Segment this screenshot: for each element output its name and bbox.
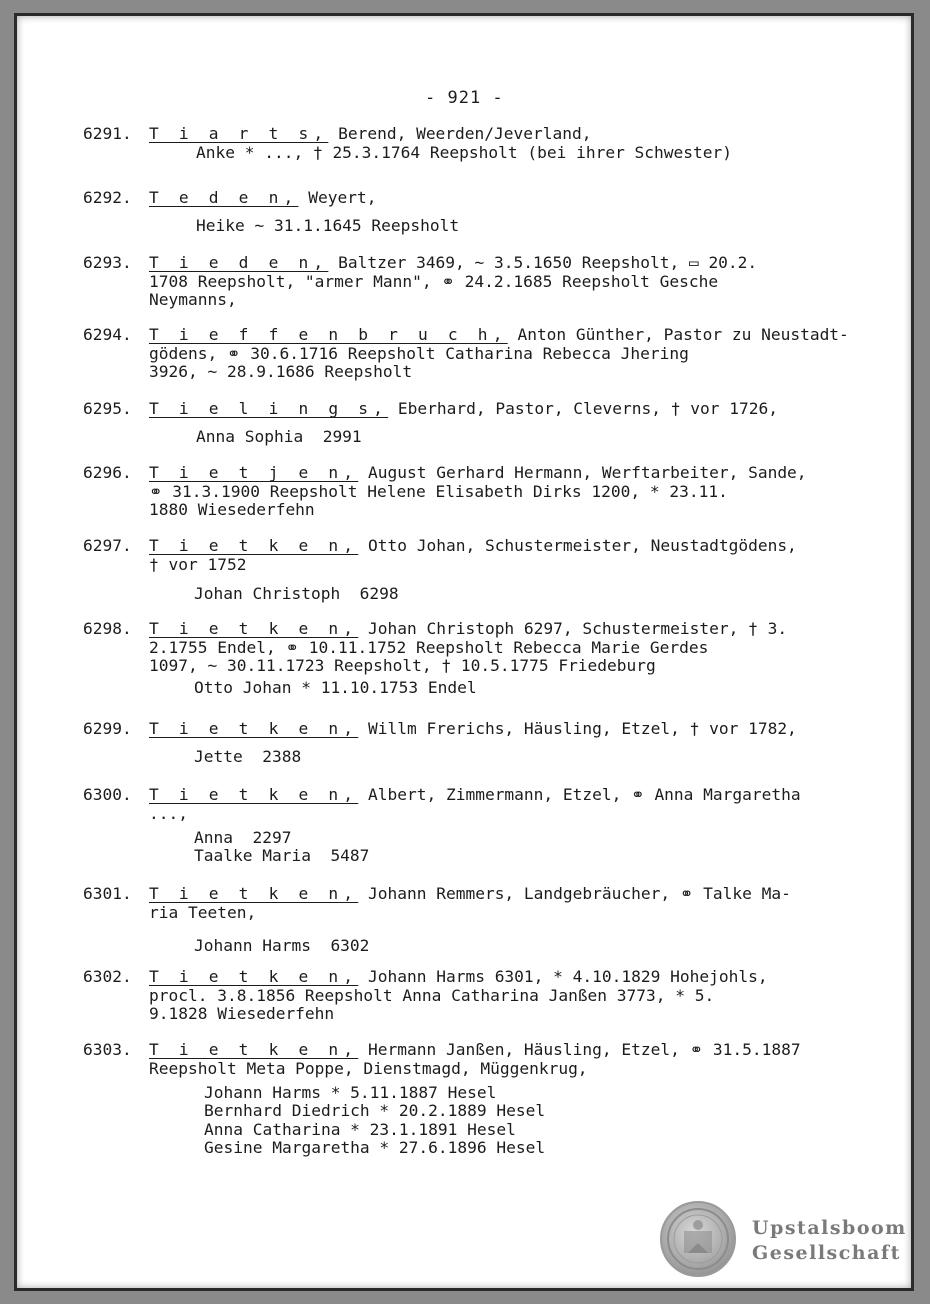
entry-line-text: Eberhard, Pastor, Cleverns, † vor 1726, xyxy=(388,399,778,418)
entry-line-text: 2.1755 Endel, ⚭ 10.11.1752 Reepsholt Rebecca Marie Gerdes xyxy=(149,637,709,657)
child-entry: Johan Christoph 6298 xyxy=(194,584,399,604)
entry-line xyxy=(149,254,829,273)
entry-line xyxy=(149,325,849,345)
child-entry: Anna Catharina * 23.1.1891 Hesel xyxy=(204,1119,516,1139)
entry-line-text: gödens, ⚭ 30.6.1716 Reepsholt Catharina Rebecca Jhering xyxy=(149,343,689,363)
surname: T i e d e n, xyxy=(149,253,329,272)
entry-line xyxy=(149,885,829,904)
child-entry: Johann Harms 6302 xyxy=(194,935,370,955)
brand-line-2: Gesellschaft xyxy=(752,1242,901,1264)
surname: T i e f f e n b r u c h, xyxy=(149,325,508,344)
surname: T i e t k e n, xyxy=(149,719,359,738)
entry-line xyxy=(149,464,829,483)
entry-line xyxy=(149,345,829,364)
entry-line xyxy=(149,786,829,805)
entry-line-text: 3926, ~ 28.9.1686 Reepsholt xyxy=(149,362,413,381)
entry-line-text: procl. 3.8.1856 Reepsholt Anna Catharina Janßen 3773, * 5. xyxy=(149,985,715,1005)
entry-line-text: 1097, ~ 30.11.1723 Reepsholt, † 10.5.1775 Friedeburg xyxy=(149,656,656,675)
entry-number: 6293. xyxy=(83,253,132,272)
entry-number: 6301. xyxy=(83,884,132,903)
entry-line xyxy=(149,483,829,502)
entry-line xyxy=(149,537,829,556)
entry-line xyxy=(149,639,829,658)
entry-line-text: 1880 Wiesederfehn xyxy=(149,500,315,519)
entry-line-text: Otto Johan, Schustermeister, Neustadtgödens, xyxy=(358,536,797,555)
entry-line-text: ria Teeten, xyxy=(149,902,257,922)
entry-line-text: Baltzer 3469, ~ 3.5.1650 Reepsholt, ▭ 20.2. xyxy=(328,253,758,272)
entry-text xyxy=(149,125,829,144)
entry-line-text: 1708 Reepsholt, "armer Mann", ⚭ 24.2.1685 Reepsholt Gesche xyxy=(149,271,719,291)
entry-number: 6292. xyxy=(83,188,132,207)
entry-line-text: Berend, Weerden/Jeverland, xyxy=(328,124,592,143)
entry-text xyxy=(149,1041,829,1078)
entry-line-text: Anton Günther, Pastor zu Neustadt- xyxy=(507,325,849,344)
entry-line xyxy=(149,400,829,419)
entry-text xyxy=(149,537,829,574)
child-entry: Heike ~ 31.1.1645 Reepsholt xyxy=(196,215,460,235)
entry-text xyxy=(149,620,829,676)
entry-line xyxy=(149,904,829,923)
entry-line xyxy=(149,968,829,987)
entry-line-text: Weyert, xyxy=(298,188,377,207)
entry-number: 6294. xyxy=(83,325,132,344)
page-number: - 921 - xyxy=(425,88,504,108)
child-entry: Gesine Margaretha * 27.6.1896 Hesel xyxy=(204,1138,546,1158)
entry-line-text: ⚭ 31.3.1900 Reepsholt Helene Elisabeth Dirks 1200, * 23.11. xyxy=(149,481,728,501)
entry-line xyxy=(149,501,829,520)
entry-number: 6303. xyxy=(83,1040,132,1059)
entry-line xyxy=(149,657,829,676)
entry-line xyxy=(149,1060,829,1079)
entry-number: 6296. xyxy=(83,463,132,482)
entry-line-text: Johann Harms 6301, * 4.10.1829 Hohejohls, xyxy=(358,967,768,986)
entry-line xyxy=(149,1005,829,1024)
entry-number: 6295. xyxy=(83,399,132,418)
entry-text xyxy=(149,720,829,739)
entry-line xyxy=(149,556,829,575)
entry-line-text: Neymanns, xyxy=(149,290,237,309)
entry-line-text: Willm Frerichs, Häusling, Etzel, † vor 1782, xyxy=(358,719,797,738)
child-entry: Taalke Maria 5487 xyxy=(194,846,370,866)
entry-line xyxy=(149,720,829,739)
surname: T i e t k e n, xyxy=(149,619,359,638)
surname: T i e t k e n, xyxy=(149,1040,359,1059)
entry-text xyxy=(149,885,829,922)
entry-line-text: Johan Christoph 6297, Schustermeister, † 3. xyxy=(358,619,788,638)
child-entry: Jette 2388 xyxy=(194,746,302,766)
surname: T i e t k e n, xyxy=(149,967,359,986)
brand-name xyxy=(752,1216,907,1266)
surname: T i e l i n g s, xyxy=(149,399,389,418)
entry-text xyxy=(149,786,829,823)
entry-text xyxy=(149,464,829,520)
entry-line xyxy=(149,273,829,292)
entry-line xyxy=(149,189,829,208)
entry-number: 6299. xyxy=(83,719,132,738)
entry-number: 6300. xyxy=(83,785,132,804)
entry-line xyxy=(149,987,829,1006)
entry-text xyxy=(149,254,829,310)
entry-text xyxy=(149,968,829,1024)
surname: T i e t k e n, xyxy=(149,536,359,555)
society-seal-icon xyxy=(660,1201,736,1277)
child-entry: Johann Harms * 5.11.1887 Hesel xyxy=(204,1082,497,1102)
entry-line xyxy=(149,620,829,639)
entry-line xyxy=(149,363,829,382)
surname: T i e t k e n, xyxy=(149,785,359,804)
child-entry: Bernhard Diedrich * 20.2.1889 Hesel xyxy=(204,1101,546,1121)
entry-number: 6298. xyxy=(83,619,132,638)
entry-line-text: Albert, Zimmermann, Etzel, ⚭ Anna Margaretha xyxy=(358,785,801,804)
brand-line-1: Upstalsboom xyxy=(752,1217,907,1239)
child-entry: Anke * ..., † 25.3.1764 Reepsholt (bei ihrer Schwester) xyxy=(196,142,733,162)
entry-text xyxy=(149,189,829,208)
entry-line-text: 9.1828 Wiesederfehn xyxy=(149,1004,335,1023)
entry-number: 6297. xyxy=(83,536,132,555)
child-entry: Anna 2297 xyxy=(194,827,292,847)
entry-line-text: Johann Remmers, Landgebräucher, ⚭ Talke Ma- xyxy=(358,884,791,903)
entry-line-text: † vor 1752 xyxy=(149,554,247,574)
surname: T i e t j e n, xyxy=(149,463,359,482)
entry-line-text: Hermann Janßen, Häusling, Etzel, ⚭ 31.5.1887 xyxy=(358,1040,801,1059)
entry-line xyxy=(149,125,829,144)
surname: T e d e n, xyxy=(149,188,299,207)
entry-number: 6291. xyxy=(83,124,132,143)
entry-text xyxy=(149,400,829,419)
entry-line-text: ..., xyxy=(149,803,188,823)
child-entry: Otto Johan * 11.10.1753 Endel xyxy=(194,678,477,698)
entry-number: 6302. xyxy=(83,967,132,986)
entry-line xyxy=(149,805,829,824)
surname: T i a r t s, xyxy=(149,124,329,143)
entry-line-text: Reepsholt Meta Poppe, Dienstmagd, Müggenkrug, xyxy=(149,1058,588,1078)
child-entry: Anna Sophia 2991 xyxy=(196,426,362,446)
entry-line-text: August Gerhard Hermann, Werftarbeiter, Sande, xyxy=(358,463,807,482)
entry-line xyxy=(149,1041,829,1060)
surname: T i e t k e n, xyxy=(149,884,359,903)
entry-line xyxy=(149,291,829,310)
entry-text xyxy=(149,325,849,382)
